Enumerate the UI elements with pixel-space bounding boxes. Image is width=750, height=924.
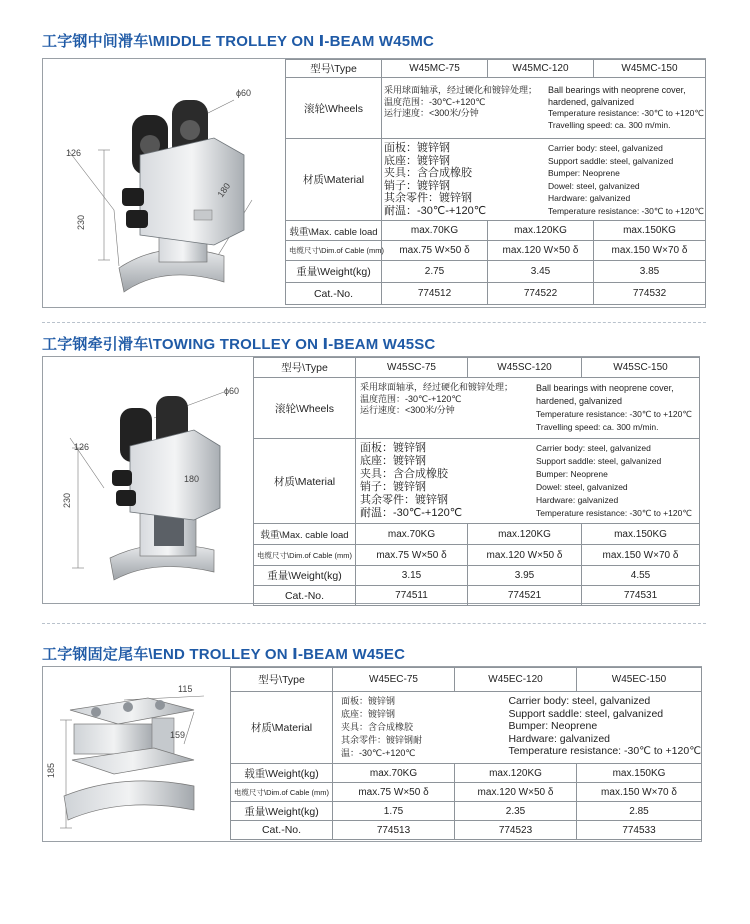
- material-cn-line: 底座：镀锌钢: [384, 154, 450, 167]
- dim-label-diameter: ϕ60: [224, 386, 240, 396]
- section-divider: [42, 322, 706, 323]
- material-cn-line: 面板：镀锌钢: [360, 442, 426, 454]
- wheels-description: [356, 378, 700, 439]
- cat-cell: 774522: [488, 283, 594, 305]
- wheels-en-line: Temperature resistance: -30℃ to +120℃: [536, 409, 692, 419]
- material-cn-line: 底座：镀锌钢: [360, 455, 426, 467]
- material-description: [356, 439, 700, 524]
- cat-cell: 774532: [594, 283, 706, 305]
- load-cell: max.70KG: [356, 524, 468, 545]
- cable-cell: max.150 W×70 δ: [594, 241, 706, 261]
- type-label: 型号\Type: [231, 668, 333, 692]
- load-cell: max.70KG: [333, 764, 455, 783]
- cable-cell: max.120 W×50 δ: [455, 783, 577, 802]
- weight-cell: 4.55: [582, 566, 700, 586]
- cat-label: Cat.-No.: [286, 283, 382, 305]
- material-en-line: Temperature resistance: -30℃ to +120℃: [536, 508, 692, 518]
- dim-label-length: 180: [215, 181, 233, 200]
- load-label: 载重\Weight(kg): [231, 764, 333, 783]
- wheels-cn-line: 运行速度：<300米/分钟: [360, 405, 455, 415]
- load-cell: max.120KG: [468, 524, 582, 545]
- section-divider: [42, 623, 706, 624]
- spec-table-end-trolley: [230, 667, 702, 840]
- cat-cell: 774521: [468, 586, 582, 606]
- material-cn-line: 销子：镀锌钢: [384, 179, 450, 192]
- wheels-label: 滚轮\Wheels: [254, 378, 356, 439]
- cable-cell: max.75 W×50 δ: [356, 545, 468, 566]
- material-cn-line: 夹具：含合成橡胶: [341, 722, 414, 732]
- cable-cell: max.150 W×70 δ: [582, 545, 700, 566]
- cat-label: Cat.-No.: [231, 821, 333, 840]
- dim-label-height: 185: [46, 762, 56, 778]
- section-title-middle-trolley: 工字钢中间滑车\MIDDLE TROLLEY ON Ⅰ-BEAM W45MC: [42, 33, 435, 50]
- wheels-cn-line: 温度范围：-30℃-+120℃: [384, 96, 486, 107]
- cat-cell: 774513: [333, 821, 455, 840]
- material-cn-line: 面板：镀锌钢: [384, 142, 450, 154]
- wheels-cn-line: 采用球面轴承，经过硬化和镀锌处理；: [360, 382, 514, 392]
- weight-label: 重量\Weight(kg): [254, 566, 356, 586]
- material-en-line: Hardware: galvanized: [508, 732, 610, 745]
- cat-cell: 774512: [382, 283, 488, 305]
- weight-cell: 2.85: [577, 802, 702, 821]
- cat-cell: 774531: [582, 586, 700, 606]
- material-en-line: Support saddle: steel, galvanized: [508, 707, 664, 720]
- towing-trolley-image: [44, 358, 254, 602]
- middle-trolley-image: [44, 60, 284, 306]
- weight-label: 重量\Weight(kg): [286, 261, 382, 283]
- weight-cell: 3.95: [468, 566, 582, 586]
- type-label: 型号\Type: [286, 60, 382, 78]
- dim-label-width: 126: [66, 148, 82, 158]
- material-en-line: Bumper: Neoprene: [548, 168, 620, 178]
- wheels-description: [382, 78, 706, 139]
- material-en-line: Support saddle: steel, galvanized: [548, 155, 674, 166]
- cat-cell: 774511: [356, 586, 468, 606]
- weight-label: 重量\Weight(kg): [231, 802, 333, 821]
- material-en-line: Dowel: steel, galvanized: [536, 482, 628, 492]
- material-cn-line: 耐温：-30℃-+120℃: [360, 507, 463, 519]
- weight-cell: 3.85: [594, 261, 706, 283]
- weight-cell: 3.15: [356, 566, 468, 586]
- dim-label-length: 180: [184, 474, 200, 484]
- material-cn-line: 其余零件：镀锌钢: [360, 494, 448, 506]
- weight-cell: 2.35: [455, 802, 577, 821]
- material-en-line: Carrier body: steel, galvanized: [508, 695, 651, 707]
- load-cell: max.120KG: [488, 221, 594, 241]
- material-cn-line: 温：-30℃-+120℃: [341, 748, 416, 758]
- wheels-en-line: Temperature resistance: -30℃ to +120℃: [548, 108, 704, 118]
- cable-label: 电缆尺寸\Dim.of Cable (mm): [286, 241, 382, 261]
- weight-cell: 3.45: [488, 261, 594, 283]
- cat-cell: 774533: [577, 821, 702, 840]
- cable-cell: max.150 W×70 δ: [577, 783, 702, 802]
- cable-cell: max.75 W×50 δ: [333, 783, 455, 802]
- load-cell: max.70KG: [382, 221, 488, 241]
- end-trolley-image: [44, 668, 230, 840]
- wheels-cn-line: 温度范围：-30℃-+120℃: [360, 393, 462, 404]
- material-en-line: Bumper: Neoprene: [536, 469, 608, 479]
- material-cn-line: 夹具：含合成橡胶: [384, 167, 472, 179]
- model-cell: W45EC-150: [577, 668, 702, 692]
- material-en-line: Bumper: Neoprene: [508, 720, 598, 732]
- model-cell: W45SC-120: [468, 358, 582, 378]
- material-en-line: Temperature resistance: -30℃ to +120℃: [508, 745, 701, 757]
- dim-label-height: 230: [76, 214, 86, 230]
- material-cn-line: 夹具：含合成橡胶: [360, 468, 448, 480]
- type-label: 型号\Type: [254, 358, 356, 378]
- cat-label: Cat.-No.: [254, 586, 356, 606]
- material-description: [382, 139, 706, 221]
- section-title-towing-trolley: 工字钢牵引滑车\TOWING TROLLEY ON Ⅰ-BEAM W45SC: [42, 336, 436, 353]
- wheels-label: 滚轮\Wheels: [286, 78, 382, 139]
- model-cell: W45SC-150: [582, 358, 700, 378]
- weight-cell: 1.75: [333, 802, 455, 821]
- cable-cell: max.120 W×50 δ: [488, 241, 594, 261]
- dim-label-height: 230: [62, 492, 72, 508]
- material-cn-line: 耐温：-30℃-+120℃: [384, 204, 487, 217]
- material-en-line: Support saddle: steel, galvanized: [536, 456, 662, 466]
- material-cn-line: 其余零件：镀锌钢耐: [341, 735, 423, 745]
- dim-label-length: 159: [170, 730, 186, 740]
- wheels-cn-line: 采用球面轴承，经过硬化和镀锌处理；: [384, 85, 538, 95]
- cable-label: 电缆尺寸\Dim.of Cable (mm): [231, 783, 333, 802]
- material-en-line: Dowel: steel, galvanized: [548, 180, 640, 191]
- wheels-en-line: Ball bearings with neoprene cover,: [548, 85, 686, 95]
- load-cell: max.150KG: [582, 524, 700, 545]
- material-cn-line: 底座：镀锌钢: [341, 709, 396, 719]
- wheels-en-line: Ball bearings with neoprene cover,: [536, 383, 674, 393]
- material-cn-line: 面板：镀锌钢: [341, 696, 396, 706]
- cat-cell: 774523: [455, 821, 577, 840]
- wheels-en-line: hardened, galvanized: [548, 96, 635, 107]
- material-en-line: Hardware: galvanized: [548, 193, 631, 203]
- dim-label-width: 115: [178, 684, 193, 694]
- load-cell: max.150KG: [594, 221, 706, 241]
- load-cell: max.120KG: [455, 764, 577, 783]
- cable-cell: max.75 W×50 δ: [382, 241, 488, 261]
- weight-cell: 2.75: [382, 261, 488, 283]
- model-cell: W45MC-120: [488, 60, 594, 78]
- material-en-line: Temperature resistance: -30℃ to +120℃: [548, 205, 704, 216]
- dim-label-diameter: ϕ60: [236, 88, 252, 98]
- wheels-cn-line: 运行速度：<300米/分钟: [384, 108, 479, 118]
- spec-table-middle-trolley: [285, 59, 706, 305]
- load-label: 载重\Max. cable load: [286, 221, 382, 241]
- material-cn-line: 销子：镀锌钢: [360, 481, 426, 493]
- cable-cell: max.120 W×50 δ: [468, 545, 582, 566]
- wheels-en-line: hardened, galvanized: [536, 396, 623, 406]
- material-en-line: Carrier body: steel, galvanized: [536, 443, 651, 453]
- material-description: [333, 692, 702, 764]
- material-label: 材质\Material: [254, 439, 356, 524]
- material-label: 材质\Material: [231, 692, 333, 764]
- model-cell: W45EC-120: [455, 668, 577, 692]
- spec-table-towing-trolley: [253, 357, 700, 606]
- model-cell: W45MC-75: [382, 60, 488, 78]
- load-cell: max.150KG: [577, 764, 702, 783]
- material-label: 材质\Material: [286, 139, 382, 221]
- wheels-en-line: Travelling speed: ca. 300 m/min.: [536, 422, 659, 432]
- model-cell: W45MC-150: [594, 60, 706, 78]
- material-en-line: Carrier body: steel, galvanized: [548, 143, 663, 153]
- material-en-line: Hardware: galvanized: [536, 495, 619, 505]
- model-cell: W45EC-75: [333, 668, 455, 692]
- cable-label: 电缆尺寸\Dim.of Cable (mm): [254, 545, 356, 566]
- model-cell: W45SC-75: [356, 358, 468, 378]
- material-cn-line: 其余零件：镀锌钢: [384, 192, 472, 204]
- load-label: 载重\Max. cable load: [254, 524, 356, 545]
- dim-label-width: 126: [74, 442, 90, 452]
- section-title-end-trolley: 工字钢固定尾车\END TROLLEY ON Ⅰ-BEAM W45EC: [42, 646, 406, 663]
- wheels-en-line: Travelling speed: ca. 300 m/min.: [548, 119, 671, 130]
